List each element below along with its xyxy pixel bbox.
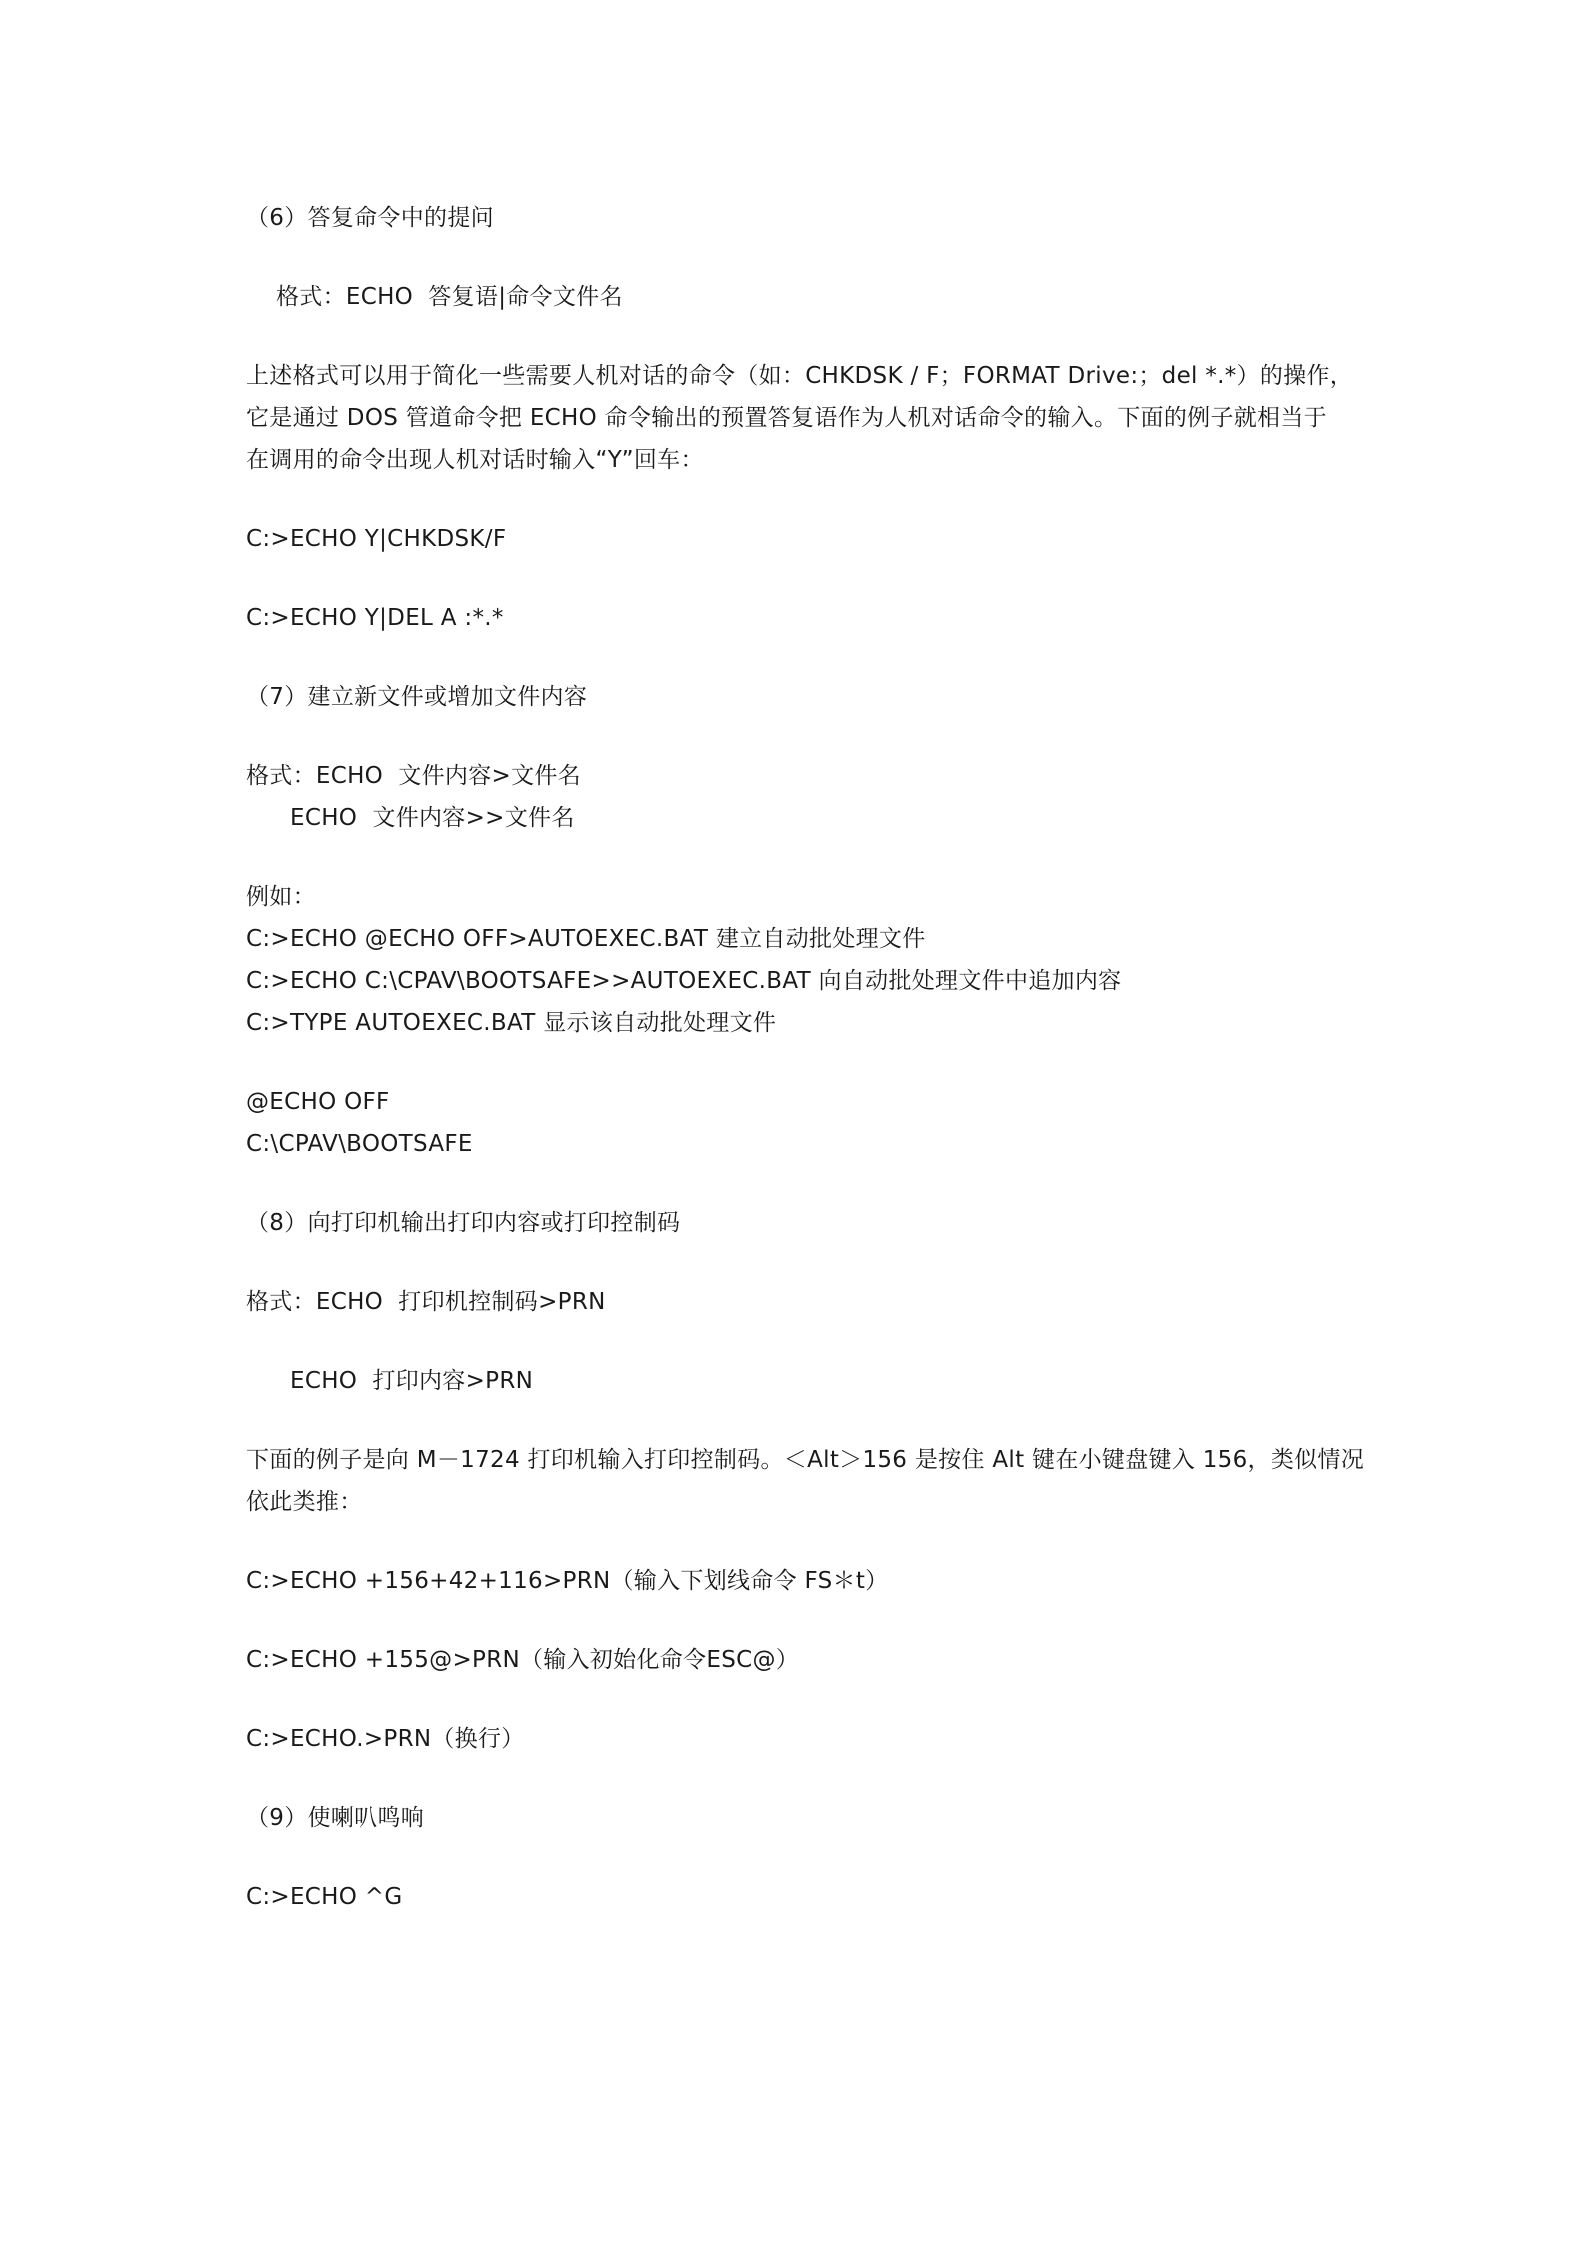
section-heading-7: （7）建立新文件或增加文件内容 [246,684,588,710]
command-output: @ECHO OFF [246,1089,390,1115]
command-example: C:>ECHO.>PRN（换行） [246,1726,525,1752]
format-line: 格式：ECHO 答复语|命令文件名 [276,284,623,310]
command-example: C:>ECHO Y|CHKDSK/F [246,526,507,552]
command-example: C:>ECHO +156+42+116>PRN（输入下划线命令 FS＊t） [246,1568,889,1594]
paragraph-line: 它是通过 DOS 管道命令把 ECHO 命令输出的预置答复语作为人机对话命令的输入。下面的例子就相当于 [246,405,1327,431]
format-line: 格式：ECHO 文件内容>文件名 [246,763,581,789]
format-line: ECHO 文件内容>>文件名 [290,805,575,831]
command-example: C:>ECHO @ECHO OFF>AUTOEXEC.BAT 建立自动批处理文件 [246,926,926,952]
section-heading-8: （8）向打印机输出打印内容或打印控制码 [246,1210,681,1236]
paragraph-line: 下面的例子是向 M－1724 打印机输入打印控制码。＜Alt＞156 是按住 Alt 键在小键盘键入 156，类似情况 [246,1447,1365,1473]
command-example: C:>ECHO Y|DEL A :*.* [246,605,504,631]
format-line: ECHO 打印内容>PRN [290,1368,534,1394]
paragraph-line: 依此类推： [246,1489,363,1515]
paragraph-line: 在调用的命令出现人机对话时输入“Y”回车： [246,447,704,473]
section-heading-6: （6）答复命令中的提问 [246,205,494,231]
command-example: C:>ECHO +155@>PRN（输入初始化命令ESC@） [246,1647,800,1673]
example-label: 例如： [246,884,316,910]
command-output: C:\CPAV\BOOTSAFE [246,1131,473,1157]
command-example: C:>ECHO ^G [246,1884,403,1910]
command-example: C:>TYPE AUTOEXEC.BAT 显示该自动批处理文件 [246,1010,777,1036]
paragraph-line: 上述格式可以用于简化一些需要人机对话的命令（如：CHKDSK / F；FORMAT Drive:；del *.*）的操作， [246,363,1354,389]
section-heading-9: （9）使喇叭鸣响 [246,1805,425,1831]
command-example: C:>ECHO C:\CPAV\BOOTSAFE>>AUTOEXEC.BAT 向自动批处理文件中追加内容 [246,968,1122,994]
format-line: 格式：ECHO 打印机控制码>PRN [246,1289,606,1315]
